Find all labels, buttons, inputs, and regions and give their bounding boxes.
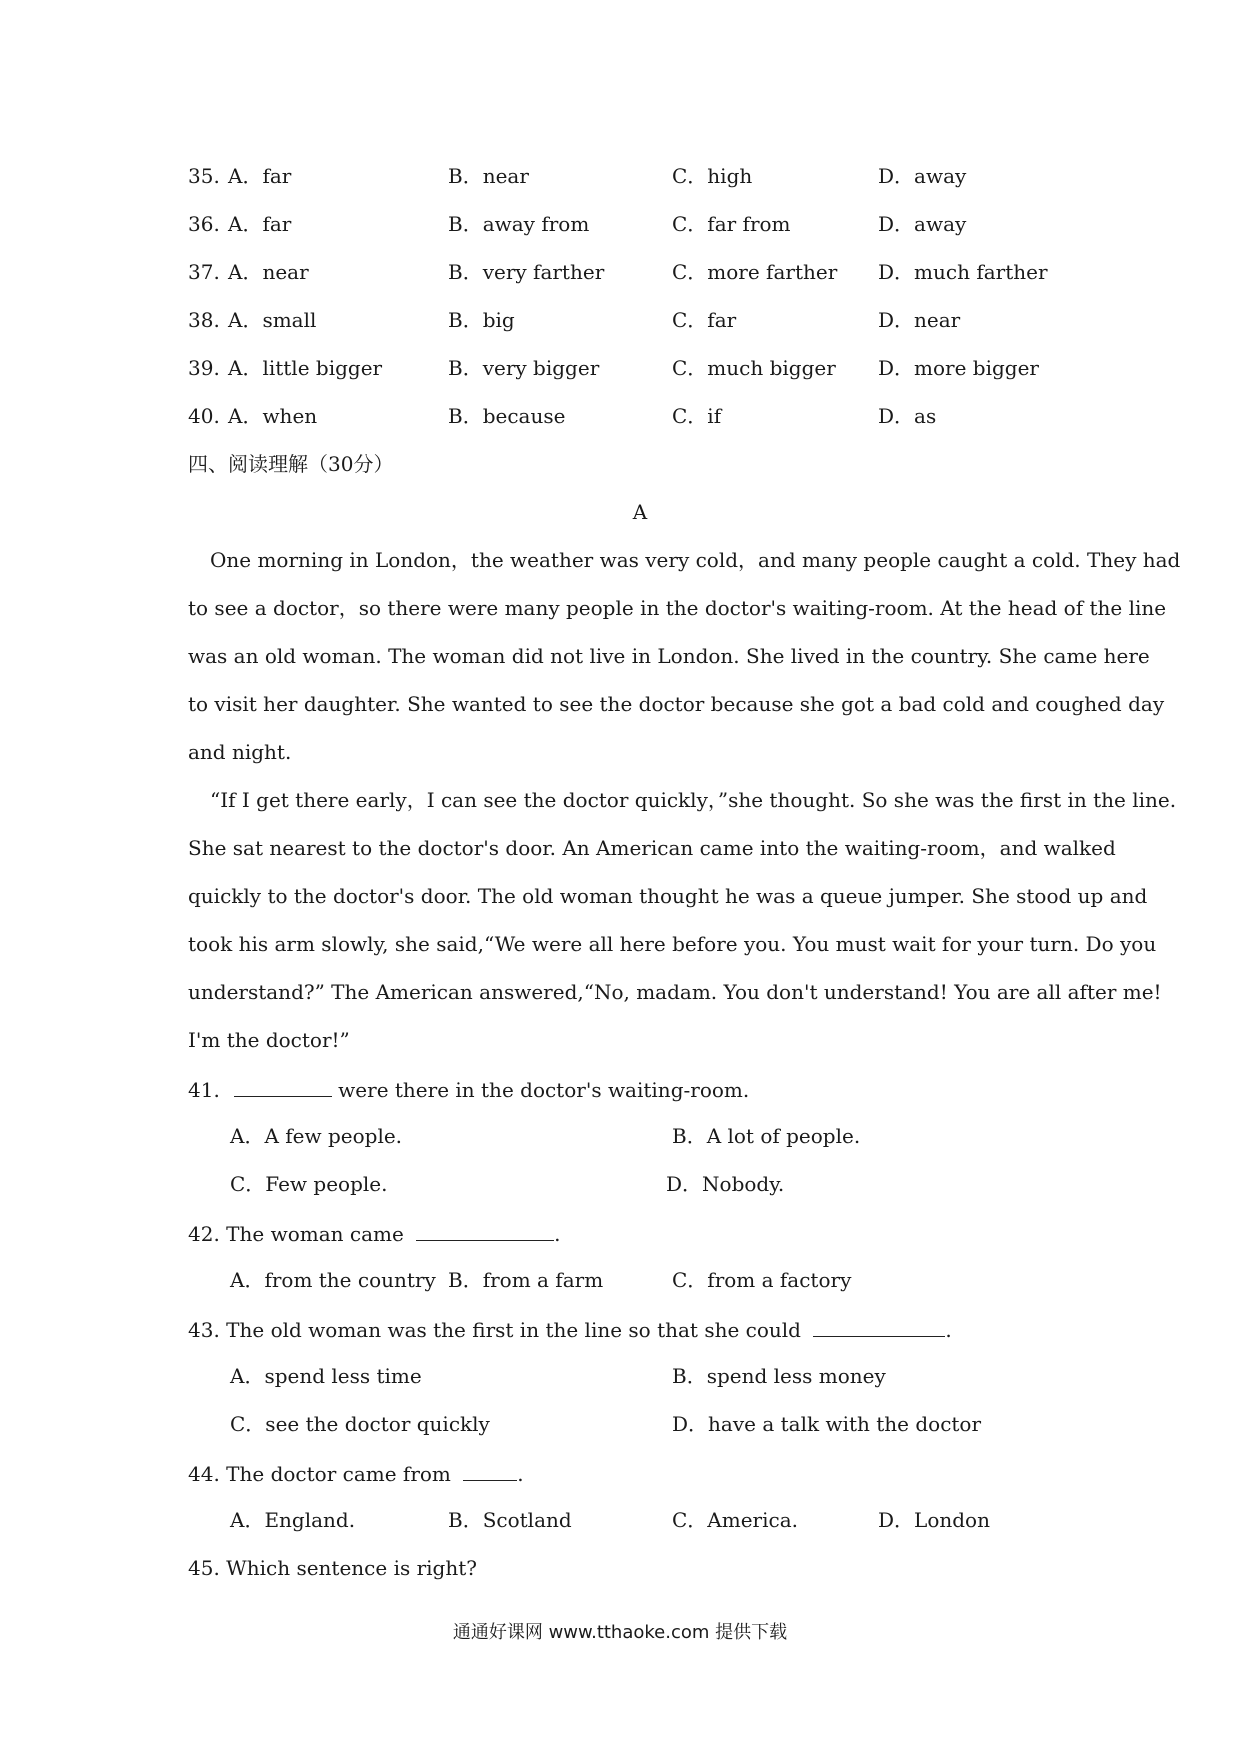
option-a: A．near xyxy=(228,260,309,284)
option-d: D．more bigger xyxy=(878,356,1039,380)
option-a: A．spend less time xyxy=(230,1364,422,1388)
option-c: C．much bigger xyxy=(672,356,836,380)
option-d: D．away xyxy=(878,164,967,188)
option-d: D．London xyxy=(878,1508,990,1532)
option-b: B．Scotland xyxy=(448,1508,572,1532)
passage-line: to see a doctor，so there were many people in the doctor's waiting-room. At the head of the line xyxy=(188,596,1167,620)
option-b: B．very farther xyxy=(448,260,605,284)
passage-line: and night. xyxy=(188,740,292,764)
question-number: 37. xyxy=(188,260,220,284)
option-c: C．far xyxy=(672,308,737,332)
option-a: A．small xyxy=(228,308,317,332)
passage-line: was an old woman. The woman did not live in London. She lived in the country. She came here xyxy=(188,644,1150,668)
option-b: B．away from xyxy=(448,212,590,236)
option-c: C．from a factory xyxy=(672,1268,852,1292)
question-number: 43. xyxy=(188,1318,220,1342)
question-end: . xyxy=(517,1462,524,1486)
option-c: C．Few people. xyxy=(230,1172,388,1196)
option-c: C．see the doctor quickly xyxy=(230,1412,490,1436)
option-b: B．near xyxy=(448,164,529,188)
option-c: C．America. xyxy=(672,1508,798,1532)
passage-line: One morning in London，the weather was very cold，and many people caught a cold. They had xyxy=(210,548,1181,572)
option-d: D．away xyxy=(878,212,967,236)
question-number: 41. xyxy=(188,1078,220,1102)
option-c: C．if xyxy=(672,404,722,428)
question-number: 44. xyxy=(188,1462,220,1486)
option-b: B．A lot of people. xyxy=(672,1124,861,1148)
question-41 xyxy=(188,1076,749,1102)
question-text: The woman came xyxy=(226,1222,404,1246)
section-title: 四、阅读理解（30分） xyxy=(188,452,394,476)
option-b: B．very bigger xyxy=(448,356,600,380)
question-number: 35. xyxy=(188,164,220,188)
passage-line: took his arm slowly, she said,“We were all here before you. You must wait for your turn. Do you xyxy=(188,932,1157,956)
option-c: C．more farther xyxy=(672,260,838,284)
option-d: D．Nobody. xyxy=(666,1172,785,1196)
option-b: B．from a farm xyxy=(448,1268,604,1292)
page-footer: 通通好课网 www.tthaoke.com 提供下载 xyxy=(452,1622,788,1643)
passage-line: to visit her daughter. She wanted to see the doctor because she got a bad cold and coughed day xyxy=(188,692,1165,716)
option-b: B．spend less money xyxy=(672,1364,886,1388)
question-end: . xyxy=(945,1318,952,1342)
option-a: A．England. xyxy=(230,1508,356,1532)
answer-blank xyxy=(416,1220,554,1241)
answer-blank xyxy=(813,1316,945,1337)
passage-line: quickly to the doctor's door. The old woman thought he was a queue jumper. She stood up and xyxy=(188,884,1148,908)
option-d: D．much farther xyxy=(878,260,1048,284)
question-text: were there in the doctor's waiting-room. xyxy=(338,1078,750,1102)
passage-line: I'm the doctor!” xyxy=(188,1028,350,1052)
option-d: D．near xyxy=(878,308,961,332)
option-d: D．as xyxy=(878,404,937,428)
answer-blank xyxy=(463,1460,517,1481)
option-a: A．little bigger xyxy=(228,356,383,380)
question-42 xyxy=(188,1220,561,1246)
option-a: A．from the country xyxy=(230,1268,436,1292)
question-number: 45. xyxy=(188,1556,220,1580)
question-end: . xyxy=(554,1222,561,1246)
question-44 xyxy=(188,1460,524,1486)
option-d: D．have a talk with the doctor xyxy=(672,1412,982,1436)
question-text: The old woman was the first in the line so that she could xyxy=(226,1318,801,1342)
question-text: The doctor came from xyxy=(226,1462,451,1486)
option-b: B．because xyxy=(448,404,566,428)
option-a: A．A few people. xyxy=(230,1124,403,1148)
passage-line: “If I get there early，I can see the doctor quickly，”she thought. So she was the first in the line. xyxy=(210,788,1177,812)
answer-blank xyxy=(234,1076,332,1097)
question-45 xyxy=(188,1556,477,1580)
option-a: A．far xyxy=(228,164,292,188)
question-number: 36. xyxy=(188,212,220,236)
question-number: 40. xyxy=(188,404,220,428)
option-b: B．big xyxy=(448,308,515,332)
option-c: C．far from xyxy=(672,212,791,236)
passage-line: understand?” The American answered,“No, madam. You don't understand! You are all after me! xyxy=(188,980,1162,1004)
option-a: A．when xyxy=(228,404,318,428)
passage-label: A xyxy=(632,500,648,524)
passage-line: She sat nearest to the doctor's door. An American came into the waiting-room，and walked xyxy=(188,836,1116,860)
question-number: 42. xyxy=(188,1222,220,1246)
option-a: A．far xyxy=(228,212,292,236)
option-c: C．high xyxy=(672,164,753,188)
question-number: 39. xyxy=(188,356,220,380)
question-43 xyxy=(188,1316,952,1342)
question-number: 38. xyxy=(188,308,220,332)
question-text: Which sentence is right? xyxy=(226,1556,477,1580)
